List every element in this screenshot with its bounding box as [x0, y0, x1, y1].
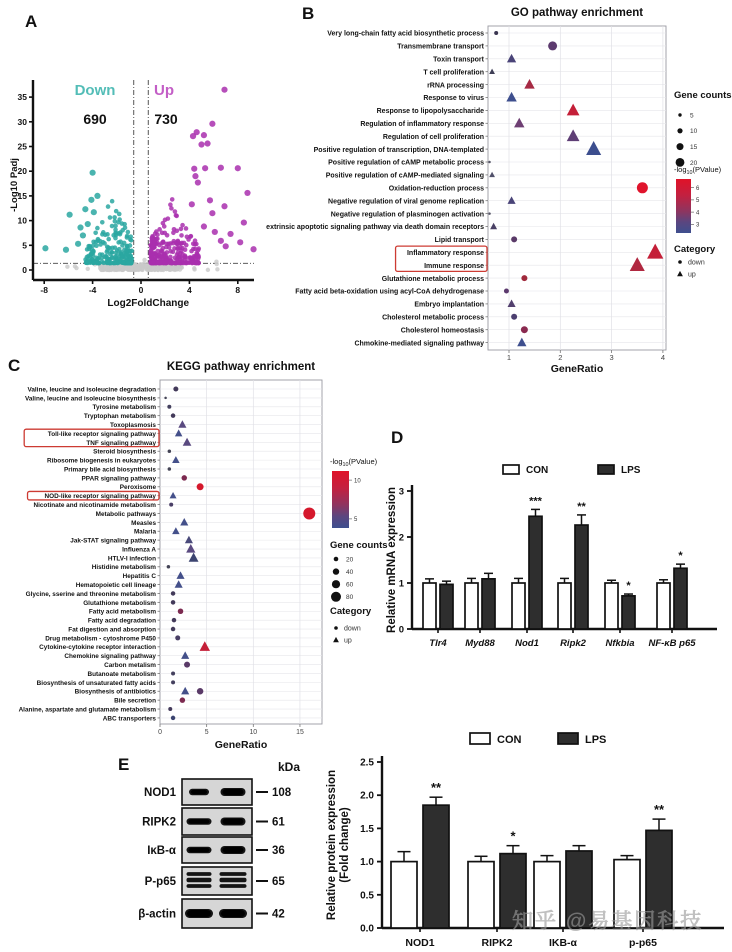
- svg-text:*: *: [678, 550, 683, 563]
- svg-text:**: **: [653, 802, 665, 818]
- blot-protein-label: RIPK2: [142, 816, 176, 829]
- blot-kda-value: 61: [272, 816, 285, 829]
- svg-text:Cholesterol metabolic process: Cholesterol metabolic process: [382, 314, 484, 322]
- down-label: Down: [74, 82, 116, 99]
- panel-d-label: D: [391, 428, 404, 447]
- legend-LPS: LPS: [585, 734, 607, 746]
- volcano-x-axis-label: Log2FoldChange: [107, 298, 190, 309]
- blot-row-IκB-α: [147, 837, 285, 863]
- svg-text:Drug metabolism - cytoshrome P: Drug metabolism - cytoshrome P450: [45, 635, 156, 643]
- svg-text:Ribosome biogenesis in eukaryo: Ribosome biogenesis in eukaryotes: [46, 457, 156, 465]
- legend-CON: CON: [497, 734, 522, 746]
- kegg-category-title: Category: [330, 606, 372, 617]
- svg-text:1: 1: [398, 578, 404, 590]
- volcano-y-axis-label: -Log10 Padj: [9, 158, 20, 212]
- svg-text:Fatty acid degradation: Fatty acid degradation: [87, 617, 156, 625]
- svg-text:Nicotinate and nicotinamide me: Nicotinate and nicotinamide metabolism: [33, 502, 156, 510]
- svg-text:0: 0: [398, 624, 404, 636]
- kegg-x-axis-label: GeneRatio: [214, 739, 268, 751]
- go-category-title: Category: [674, 244, 716, 255]
- svg-text:Malaria: Malaria: [133, 528, 156, 536]
- svg-text:Fatty acid metabolism: Fatty acid metabolism: [88, 608, 156, 616]
- svg-text:0: 0: [22, 265, 27, 275]
- svg-text:Nod1: Nod1: [515, 638, 539, 649]
- svg-text:HTLV-I infection: HTLV-I infection: [107, 555, 156, 563]
- svg-text:15: 15: [296, 729, 304, 736]
- svg-text:-log10(PValue): $-\log_{10}(PValue)$: [674, 165, 722, 176]
- svg-text:Chemokine signaling pathway: Chemokine signaling pathway: [64, 653, 156, 661]
- svg-text:2: 2: [558, 353, 563, 362]
- svg-text:Response to virus: Response to virus: [423, 95, 484, 103]
- svg-text:10: 10: [690, 128, 698, 136]
- blot-kda-value: 36: [272, 845, 285, 857]
- svg-text:Tyrosine metabolism: Tyrosine metabolism: [92, 404, 156, 412]
- svg-text:Alanine, aspartate and glutama: Alanine, aspartate and glutamate metabolism: [18, 706, 156, 714]
- svg-text:Peroxisome: Peroxisome: [119, 484, 156, 492]
- panel-a-label: A: [25, 12, 38, 31]
- svg-text:***: ***: [529, 495, 542, 508]
- svg-text:Primary bile acid biosynthesis: Primary bile acid biosynthesis: [64, 466, 156, 474]
- svg-text:down: down: [688, 259, 705, 267]
- svg-text:*: *: [510, 828, 516, 844]
- svg-text:4: 4: [696, 210, 700, 217]
- svg-text:*: *: [626, 580, 631, 593]
- svg-text:4: 4: [187, 285, 192, 295]
- svg-text:p-p65: p-p65: [628, 937, 658, 949]
- go-genecounts-title: Gene counts: [674, 90, 732, 101]
- svg-text:1: 1: [506, 353, 512, 362]
- blot-kda-value: 42: [272, 908, 285, 921]
- panel-c-label: C: [8, 356, 21, 375]
- volcano-plot: [8, 40, 260, 340]
- svg-text:Valine, leucine and isoleucine: Valine, leucine and isoleucine biosynthesis: [24, 395, 156, 403]
- svg-text:Steroid biosynthesis: Steroid biosynthesis: [93, 448, 156, 456]
- svg-text:5: 5: [690, 112, 694, 120]
- svg-text:rRNA processing: rRNA processing: [427, 82, 484, 90]
- up-count: 730: [154, 111, 178, 127]
- svg-text:Immune response: Immune response: [424, 262, 484, 270]
- kegg-enrichment-dotplot: [0, 352, 412, 752]
- svg-text:NOD1: NOD1: [405, 937, 435, 949]
- svg-text:10: 10: [17, 215, 27, 226]
- svg-text:down: down: [344, 625, 361, 633]
- svg-text:Lipid transport: Lipid transport: [434, 237, 484, 245]
- svg-text:3: 3: [696, 222, 700, 229]
- svg-text:-4: -4: [88, 285, 97, 295]
- svg-text:Carbon metalism: Carbon metalism: [104, 662, 156, 670]
- svg-text:-8: -8: [40, 285, 48, 295]
- protein-y-axis-label-2: (Fold change): [339, 807, 351, 883]
- svg-text:10: 10: [249, 729, 258, 736]
- svg-text:ABC transporters: ABC transporters: [102, 715, 156, 723]
- svg-text:1.5: 1.5: [360, 823, 374, 835]
- svg-text:Ripk2: Ripk2: [560, 638, 586, 649]
- svg-text:Jak-STAT signaling pathway: Jak-STAT signaling pathway: [70, 537, 156, 545]
- svg-text:Cytokine-cytokine receptor int: Cytokine-cytokine receptor interaction: [39, 644, 156, 652]
- svg-text:Metabolic pathways: Metabolic pathways: [95, 510, 156, 518]
- svg-text:80: 80: [346, 594, 354, 602]
- svg-text:Myd88: Myd88: [465, 638, 495, 649]
- svg-text:1.0: 1.0: [360, 857, 374, 869]
- svg-text:Regulation of inflammatory res: Regulation of inflammatory response: [360, 120, 484, 128]
- svg-text:Bile secretion: Bile secretion: [114, 697, 156, 705]
- kegg-title: KEGG pathway enrichment: [166, 361, 316, 373]
- svg-text:25: 25: [17, 141, 27, 152]
- svg-text:Glycine, sserine and threonine: Glycine, sserine and threonine metabolism: [25, 590, 156, 598]
- svg-text:5: 5: [204, 729, 209, 736]
- svg-text:NF-κB p65: NF-κB p65: [648, 638, 696, 649]
- svg-text:Valine, leucine and isoleucine: Valine, leucine and isoleucine degradation: [27, 386, 156, 394]
- svg-text:20: 20: [690, 159, 698, 167]
- svg-text:5: 5: [354, 517, 358, 524]
- svg-text:**: **: [577, 500, 586, 513]
- svg-text:Positive regulation of cAMP me: Positive regulation of cAMP metabolic process: [328, 159, 484, 167]
- legend-CON: CON: [526, 465, 549, 476]
- blot-row-P-p65: [145, 867, 286, 895]
- svg-text:6: 6: [696, 185, 700, 192]
- svg-text:Tryptophan metabolism: Tryptophan metabolism: [83, 413, 156, 421]
- svg-text:**: **: [430, 780, 442, 796]
- mrna-y-axis-label: Relative mRNA expression: [386, 487, 398, 633]
- svg-text:Regulation of cell proliferati: Regulation of cell proliferation: [382, 133, 484, 141]
- svg-text:Positive regulation of cAMP-me: Positive regulation of cAMP-mediated signaling: [325, 172, 484, 180]
- panel-e-label: E: [118, 755, 130, 774]
- svg-text:IKB-α: IKB-α: [548, 937, 578, 949]
- svg-text:up: up: [688, 271, 696, 279]
- svg-text:Oxidation-reduction process: Oxidation-reduction process: [388, 185, 484, 193]
- svg-text:8: 8: [235, 285, 241, 295]
- svg-text:Toxin transport: Toxin transport: [433, 56, 484, 64]
- svg-text:0: 0: [138, 285, 144, 295]
- svg-text:0.5: 0.5: [360, 890, 374, 902]
- svg-text:20: 20: [17, 166, 27, 177]
- svg-text:40: 40: [346, 569, 354, 576]
- blot-kda-value: 65: [272, 876, 285, 888]
- svg-text:Hematopoietic cell lineage: Hematopoietic cell lineage: [75, 582, 156, 590]
- svg-text:Embryo implantation: Embryo implantation: [414, 301, 484, 309]
- volcano-points: [42, 87, 256, 273]
- go-x-axis-label: GeneRatio: [550, 363, 604, 375]
- svg-text:2: 2: [398, 532, 404, 544]
- svg-text:3: 3: [398, 486, 404, 498]
- svg-text:Response to lipopolysaccharide: Response to lipopolysaccharide: [376, 108, 484, 116]
- blot-protein-label: β-actin: [138, 908, 176, 921]
- svg-text:60: 60: [346, 581, 354, 589]
- down-count: 690: [83, 111, 107, 127]
- svg-text:extrinsic apoptotic signaling: extrinsic apoptotic signaling pathway via death domain receptors: [266, 224, 484, 232]
- svg-text:up: up: [344, 637, 352, 645]
- blot-protein-label: NOD1: [144, 787, 176, 799]
- svg-text:-log10(PValue): $-\log_{10}(PValue)$: [330, 457, 378, 468]
- svg-text:Tlr4: Tlr4: [429, 638, 447, 649]
- svg-text:20: 20: [346, 556, 354, 564]
- kda-header: kDa: [278, 760, 301, 774]
- go-title: GO pathway enrichment: [510, 7, 644, 19]
- svg-text:Histidine metabolism: Histidine metabolism: [91, 564, 156, 572]
- svg-text:Inflammatory response: Inflammatory response: [406, 249, 484, 257]
- svg-text:TNF signaling pathway: TNF signaling pathway: [86, 439, 156, 447]
- svg-text:10: 10: [354, 478, 361, 485]
- svg-text:Positive regulation of transcr: Positive regulation of transcription, DNA-templated: [313, 146, 484, 154]
- svg-text:2.5: 2.5: [360, 757, 374, 769]
- svg-text:Glutathione metabolic process: Glutathione metabolic process: [381, 275, 484, 283]
- svg-text:Measles: Measles: [131, 519, 156, 527]
- svg-text:0.0: 0.0: [360, 923, 374, 935]
- svg-text:Glutathione metabolism: Glutathione metabolism: [83, 599, 156, 607]
- svg-text:Biosynthesis of antibiotics: Biosynthesis of antibiotics: [74, 688, 156, 696]
- svg-text:15: 15: [17, 190, 27, 201]
- svg-text:Negative regulation of plasmin: Negative regulation of plasminogen activation: [330, 211, 484, 219]
- legend-LPS: LPS: [621, 465, 641, 476]
- svg-text:3: 3: [609, 353, 614, 362]
- svg-text:0: 0: [158, 729, 162, 736]
- svg-text:Influenza A: Influenza A: [122, 546, 156, 554]
- svg-text:Fat digestion and absorption: Fat digestion and absorption: [68, 626, 156, 634]
- svg-text:Hepatitis C: Hepatitis C: [122, 573, 156, 581]
- svg-text:RIPK2: RIPK2: [481, 937, 513, 949]
- svg-text:2.0: 2.0: [360, 790, 374, 802]
- svg-text:PPAR signaling pathway: PPAR signaling pathway: [81, 475, 156, 483]
- go-row-labels: [266, 31, 484, 348]
- svg-text:Biosynthesis of unsaturated fa: Biosynthesis of unsaturated fatty acids: [36, 679, 156, 687]
- svg-text:Chmokine-mediated signaling pa: Chmokine-mediated signaling pathway: [354, 340, 484, 348]
- svg-text:T cell proliferation: T cell proliferation: [423, 69, 484, 77]
- svg-text:Toll-like receptor signaling p: Toll-like receptor signaling pathway: [47, 430, 156, 438]
- protein-y-axis-label-1: Relative protein expression: [326, 769, 338, 921]
- svg-text:Negative regulation of viral g: Negative regulation of viral genome replication: [328, 198, 484, 206]
- go-enrichment-dotplot: [238, 0, 732, 382]
- blot-row-RIPK2: [142, 808, 285, 835]
- blot-row-NOD1: [144, 779, 292, 805]
- svg-text:30: 30: [17, 116, 27, 127]
- panel-b-label: B: [302, 4, 315, 23]
- kegg-row-labels: [19, 386, 157, 722]
- svg-text:5: 5: [22, 240, 27, 251]
- western-blot-panel: [110, 747, 335, 947]
- mrna-expression-barchart: [385, 420, 732, 680]
- svg-text:Nfkbia: Nfkbia: [605, 638, 635, 649]
- svg-text:4: 4: [660, 353, 665, 362]
- svg-text:Very long-chain fatty acid bio: Very long-chain fatty acid biosynthetic process: [327, 30, 484, 38]
- svg-text:5: 5: [696, 198, 700, 205]
- blot-protein-label: IκB-α: [147, 845, 176, 857]
- svg-text:Cholesterol homeostasis: Cholesterol homeostasis: [400, 327, 484, 335]
- blot-row-β-actin: [138, 899, 285, 928]
- svg-text:Butanoate metabolism: Butanoate metabolism: [87, 670, 156, 678]
- kegg-genecounts-title: Gene counts: [330, 540, 388, 551]
- svg-text:NOD-like receptor signaling pa: NOD-like receptor signaling pathway: [44, 493, 156, 501]
- svg-text:Toxoplasmosis: Toxoplasmosis: [109, 421, 156, 429]
- svg-text:Transmembrane transport: Transmembrane transport: [397, 43, 484, 51]
- blot-kda-value: 108: [272, 787, 292, 799]
- svg-text:Fatty acid beta-oxidation usin: Fatty acid beta-oxidation using acyl-CoA dehydrogenase: [295, 288, 484, 296]
- svg-text:15: 15: [690, 144, 698, 151]
- svg-text:35: 35: [17, 92, 27, 103]
- watermark-text: 知乎 @易基因科技: [512, 910, 704, 933]
- blot-protein-label: P-p65: [144, 876, 176, 888]
- up-label: Up: [154, 82, 174, 99]
